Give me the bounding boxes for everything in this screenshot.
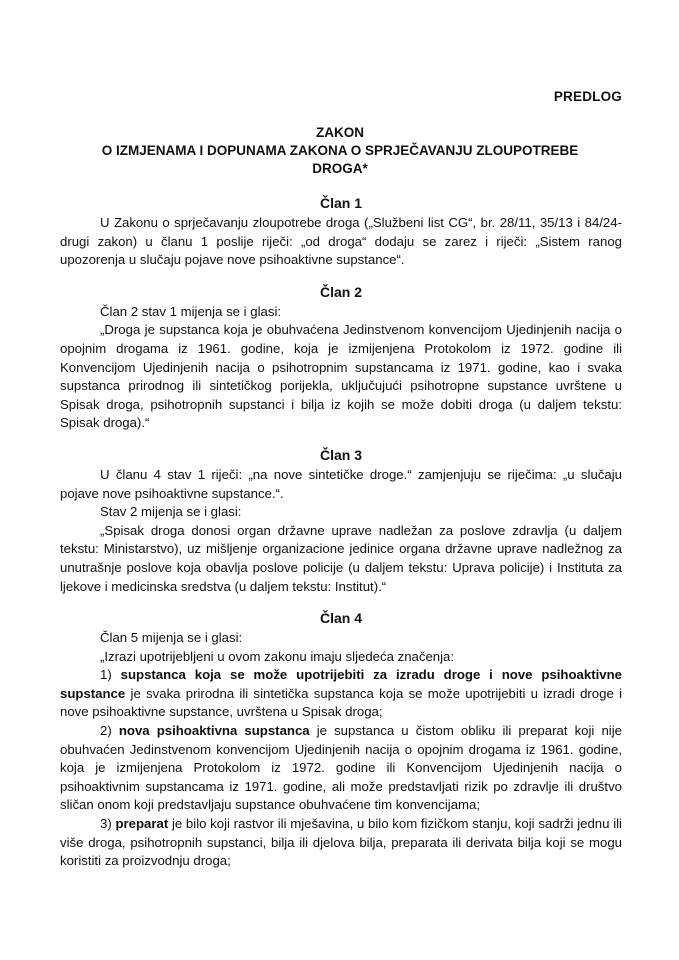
article-3-paragraph-2: Stav 2 mijenja se i glasi: [100, 504, 242, 520]
item-number: 3) [100, 816, 112, 832]
definition-text: je bilo koji rastvor ili mješavina, u bilo kom fizičkom stanju, koji sadrži jednu ili više droga, psihotropnih supstanci, bilja ili djelova bilja, preparata ili derivata bilja koji se mogu koristiti za proizvodnju droga; [60, 816, 622, 869]
article-3-heading: Član 3 [319, 446, 362, 463]
article-2-paragraph-1: Član 2 stav 1 mijenja se i glasi: [100, 303, 282, 319]
article-1-paragraph: U Zakonu o sprječavanju zloupotrebe droga („Službeni list CG“, br. 28/11, 35/13 i 84/24- drugi zakon) u članu 1 poslije riječi: „od droga“ dodaju se zarez i riječi: „Sistem ranog upozorenja u slučaju pojave nove psihoaktivne supstance“. [60, 215, 622, 268]
defined-term: preparat [115, 816, 169, 832]
item-number: 2) [100, 723, 112, 739]
article-3-paragraph-1: U članu 4 stav 1 riječi: „na nove sintetičke droge.“ zamjenjuju se riječima: „u slučaju pojave nove psihoaktivne supstance.“. [60, 466, 622, 501]
title-line-2: O IZMJENAMA I DOPUNAMA ZAKONA O SPRJEČAVANJU ZLOUPOTREBE [101, 143, 579, 158]
law-title [60, 124, 620, 178]
title-line-1: ZAKON [316, 125, 364, 140]
proposal-label: PREDLOG [553, 89, 622, 104]
article-4-paragraph-1: Član 5 mijenja se i glasi: [100, 630, 243, 646]
article-3-paragraph-3: „Spisak droga donosi organ državne uprave nadležan za poslove zdravlja (u daljem tekstu: Ministarstvo), uz mišljenje organizacione jedinice organa državne uprave nadležnog za unutrašnje poslove koja obavlja poslove policije (u daljem tekstu: Uprava policije) i Instituta za ljekove i medicinska sredstva (u daljem tekstu: Institut).“ [60, 522, 622, 594]
article-4-paragraph-2: „Izrazi upotrijebljeni u ovom zakonu imaju sljedeća značenja: [100, 648, 455, 664]
defined-term: supstanca koja se može upotrijebiti za izradu droge i nove psihoaktivne supstance [60, 667, 622, 701]
item-number: 1) [100, 667, 112, 683]
defined-term: nova psihoaktivna supstanca [118, 723, 310, 739]
article-2-heading: Član 2 [319, 283, 362, 300]
definition-item-1 [60, 666, 622, 722]
definition-text: je svaka prirodna ili sintetička supstanca koja se može upotrijebiti u izradi droge i nove psihoaktivne supstance, uvrštena u Spisak droga; [60, 685, 622, 720]
title-line-3: DROGA* [312, 161, 368, 176]
definition-item-3 [60, 815, 622, 871]
definition-item-2 [60, 722, 622, 815]
document-body [60, 194, 622, 871]
article-2-paragraph-2: „Droga je supstanca koja je obuhvaćena Jedinstvenom konvencijom Ujedinjenih nacija o opojnim drogama iz 1961. godine, koja je izmijenjena Protokolom iz 1972. godine ili Konvencijom Ujedinjenih nacija o psihotropnim supstancama iz 1971. godine, kao i svaka supstanca prirodnog ili sintetičkog porijekla, uključujući psihotropne supstance uvrštene u Spisak droga, psihotropnih supstanci i bilja iz kojih se može dobiti droga (u daljem tekstu: Spisak droga).“ [60, 322, 622, 431]
article-1-heading: Član 1 [319, 195, 362, 211]
article-4-heading: Član 4 [319, 610, 362, 627]
definition-text: je supstanca u čistom obliku ili preparat koji nije obuhvaćen Jedinstvenom konvencijom Ujedinjenih nacija o opojnim drogama iz 1961. godine, koja je izmijenjena Protokolom iz 1972. godine ili Konvencijom Ujedinjenih nacija o psihoaktivnim supstancama iz 1971. godine, ali može predstavljati rizik po zdravlje ili društvo sličan onom koji predstavljaju supstance obuhvaćene tim konvencijama; [60, 723, 622, 813]
